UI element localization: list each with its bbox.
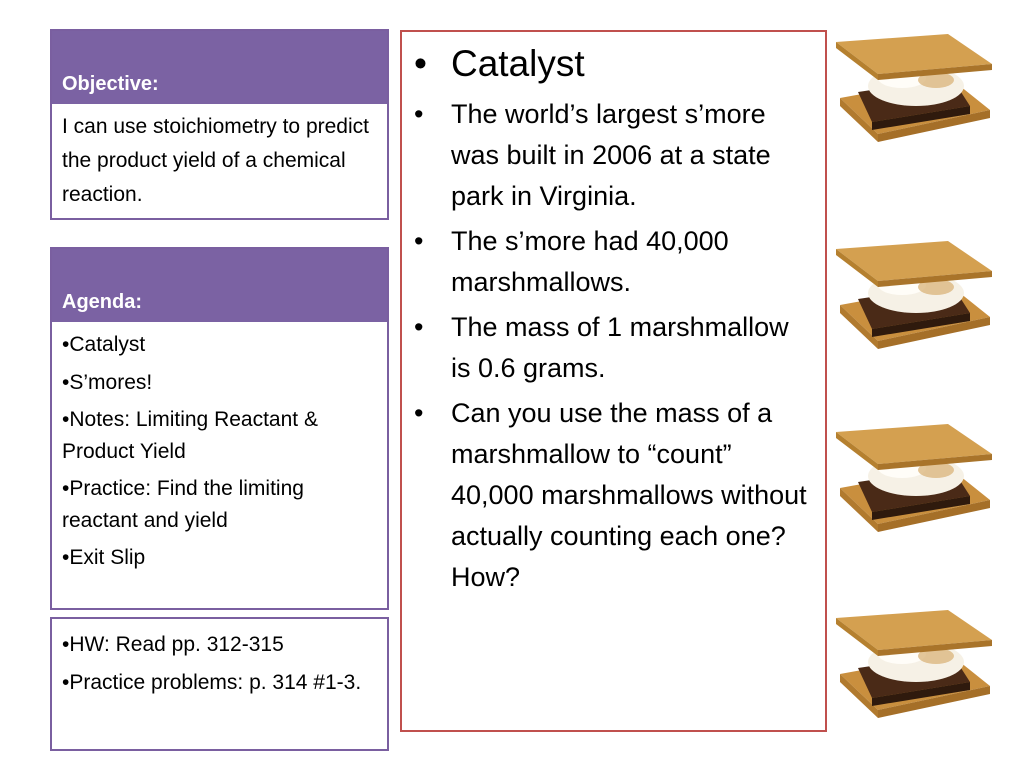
catalyst-item xyxy=(402,221,815,303)
catalyst-item xyxy=(402,307,815,389)
catalyst-item-text: Can you use the mass of a marshmallow to “count” 40,000 marshmallows without actually counting each one? How? xyxy=(451,398,807,593)
objective-heading: Objective: xyxy=(52,31,387,104)
catalyst-title-item xyxy=(402,40,815,88)
agenda-item: •S’mores! xyxy=(62,370,153,394)
smore-image xyxy=(832,237,996,357)
catalyst-item xyxy=(402,94,815,217)
catalyst-item-text: The mass of 1 marshmallow is 0.6 grams. xyxy=(451,312,789,384)
agenda-item: •Catalyst xyxy=(62,333,146,356)
bullet-icon: • xyxy=(414,398,424,429)
agenda-heading: Agenda: xyxy=(52,249,387,322)
smore-image xyxy=(832,30,996,150)
agenda-item: •Exit Slip xyxy=(62,546,146,569)
bullet-icon: • xyxy=(414,43,427,84)
homework-item: •Practice problems: p. 314 #1-3. xyxy=(62,670,362,694)
agenda-item: •Practice: Find the limiting reactant and yield xyxy=(62,477,304,532)
objective-box xyxy=(50,29,389,220)
agenda-item: •Notes: Limiting Reactant & Product Yield xyxy=(62,408,318,463)
catalyst-item-text: The s’more had 40,000 marshmallows. xyxy=(451,226,729,298)
smore-image xyxy=(832,606,996,726)
catalyst-list xyxy=(402,32,825,598)
homework-item: •HW: Read pp. 312-315 xyxy=(62,633,284,656)
homework-list xyxy=(52,619,387,710)
agenda-box xyxy=(50,247,389,610)
bullet-icon: • xyxy=(414,312,424,343)
homework-box xyxy=(50,617,389,751)
bullet-icon: • xyxy=(414,99,424,130)
catalyst-title: Catalyst xyxy=(451,43,585,84)
objective-text: I can use stoichiometry to predict the product yield of a chemical reaction. xyxy=(62,115,369,207)
catalyst-panel xyxy=(400,30,827,732)
bullet-icon: • xyxy=(414,226,424,257)
smore-image xyxy=(832,420,996,540)
catalyst-item-text: The world’s largest s’more was built in 2006 at a state park in Virginia. xyxy=(451,99,771,212)
agenda-list xyxy=(52,322,387,586)
catalyst-item xyxy=(402,393,815,598)
